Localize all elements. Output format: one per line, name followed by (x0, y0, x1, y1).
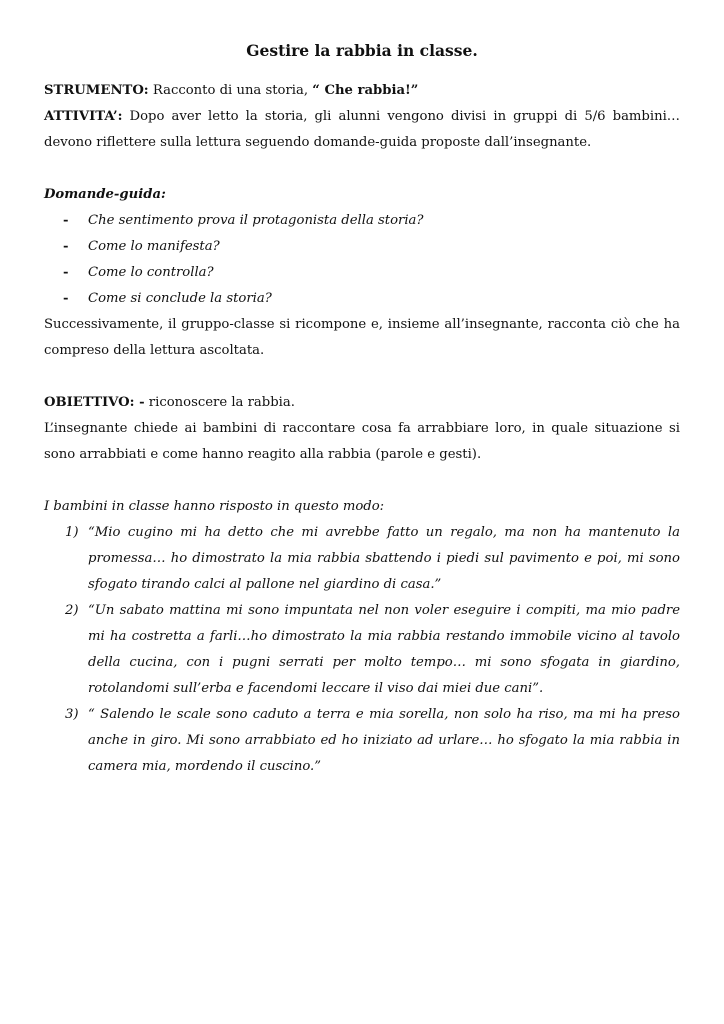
insegnante-paragraph: L’insegnante chiede ai bambini di raccontare cosa fa arrabbiare loro, in quale situazione si sono arrabbiati e come hanno reagito alla rabbia (parole e gesti). (44, 421, 680, 462)
answer-number: 1) (65, 525, 79, 540)
risposte-list (44, 520, 680, 780)
domande-heading: Domande-guida: (44, 187, 166, 202)
attivita-paragraph (44, 104, 680, 156)
successivamente-paragraph: Successivamente, il gruppo-classe si ricompone e, insieme all’insegnante, racconta ciò che ha compreso della lettura ascoltata. (44, 317, 680, 358)
question-text: Che sentimento prova il protagonista della storia? (88, 213, 424, 228)
spacer (44, 156, 680, 182)
list-item (44, 208, 680, 234)
list-item (44, 598, 680, 702)
answer-text: “ Salendo le scale sono caduto a terra e mia sorella, non solo ha riso, ma mi ha preso anche in giro. Mi sono arrabbiato ed ho iniziato ad urlare… ho sfogato la mia rabbia in camera mia, mordendo il cuscino.” (88, 707, 680, 774)
list-item (44, 702, 680, 780)
bullet-dash: - (63, 265, 69, 280)
answer-text: “Mio cugino mi ha detto che mi avrebbe fatto un regalo, ma non ha mantenuto la promessa… ho dimostrato la mia rabbia sbattendo i piedi sul pavimento e poi, mi sono sfogato tirando calci al pallone nel giardino di casa.” (88, 525, 680, 592)
question-text: Come lo controlla? (88, 265, 214, 280)
domande-list (44, 208, 680, 312)
list-item (44, 286, 680, 312)
answer-text: “Un sabato mattina mi sono impuntata nel non voler eseguire i compiti, ma mio padre mi ha costretta a farli…ho dimostrato la mia rabbia restando immobile vicino al tavolo della cucina, con i pugni serrati per molto tempo… mi sono sfogata in giardino, rotolandomi sull’erba e facendomi leccare il viso dai miei due cani”. (88, 603, 680, 696)
bullet-dash: - (63, 239, 69, 254)
answer-number: 3) (65, 707, 79, 722)
obiettivo-label: OBIETTIVO: - (44, 395, 145, 410)
list-item (44, 234, 680, 260)
page-title: Gestire la rabbia in classe. (246, 41, 478, 60)
strumento-paragraph (44, 78, 680, 104)
attivita-text: Dopo aver letto la storia, gli alunni vengono divisi in gruppi di 5/6 bambini… devono riflettere sulla lettura seguendo domande-guida proposte dall’insegnante. (44, 109, 680, 150)
list-item (44, 520, 680, 598)
risposte-intro: I bambini in classe hanno risposto in questo modo: (44, 499, 385, 514)
bullet-dash: - (63, 291, 69, 306)
bullet-dash: - (63, 213, 69, 228)
strumento-label: STRUMENTO: (44, 83, 149, 98)
obiettivo-paragraph (44, 390, 680, 416)
spacer (44, 468, 680, 494)
question-text: Come lo manifesta? (88, 239, 220, 254)
obiettivo-text: riconoscere la rabbia. (144, 395, 295, 410)
question-text: Come si conclude la storia? (88, 291, 272, 306)
answer-number: 2) (65, 603, 79, 618)
document-page (44, 38, 680, 780)
list-item (44, 260, 680, 286)
story-title: “ Che rabbia!” (312, 83, 419, 98)
attivita-label: ATTIVITA’: (44, 109, 123, 124)
spacer (44, 364, 680, 390)
strumento-text: Racconto di una storia, (148, 83, 313, 98)
